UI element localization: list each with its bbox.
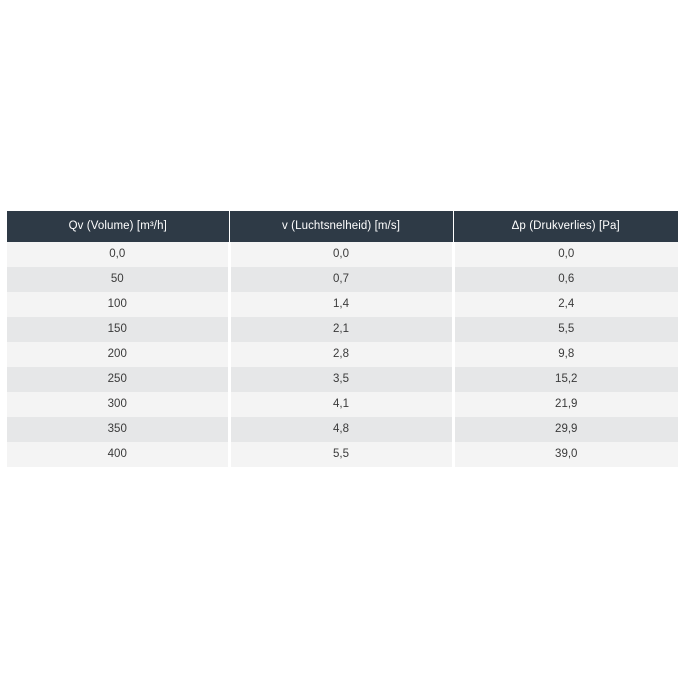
table-row — [7, 267, 678, 292]
table-header — [7, 211, 678, 242]
table-row — [7, 292, 678, 317]
cell-pressure-loss: 39,0 — [453, 442, 678, 467]
table-row — [7, 442, 678, 467]
cell-volume: 150 — [7, 317, 229, 342]
cell-air-velocity: 4,1 — [229, 392, 453, 417]
cell-volume: 400 — [7, 442, 229, 467]
cell-pressure-loss: 15,2 — [453, 367, 678, 392]
cell-volume: 0,0 — [7, 242, 229, 267]
column-header-pressure-loss: Δp (Drukverlies) [Pa] — [453, 211, 678, 242]
cell-pressure-loss: 21,9 — [453, 392, 678, 417]
cell-pressure-loss: 2,4 — [453, 292, 678, 317]
cell-pressure-loss: 9,8 — [453, 342, 678, 367]
cell-air-velocity: 2,1 — [229, 317, 453, 342]
cell-volume: 100 — [7, 292, 229, 317]
cell-air-velocity: 0,0 — [229, 242, 453, 267]
cell-pressure-loss: 29,9 — [453, 417, 678, 442]
column-header-air-velocity: v (Luchtsnelheid) [m/s] — [229, 211, 453, 242]
specification-table — [7, 211, 678, 467]
cell-air-velocity: 1,4 — [229, 292, 453, 317]
table-row — [7, 392, 678, 417]
table-row — [7, 342, 678, 367]
cell-air-velocity: 3,5 — [229, 367, 453, 392]
cell-volume: 300 — [7, 392, 229, 417]
table-header-row — [7, 211, 678, 242]
cell-air-velocity: 4,8 — [229, 417, 453, 442]
cell-air-velocity: 5,5 — [229, 442, 453, 467]
specification-table-container — [7, 211, 678, 467]
table-row — [7, 417, 678, 442]
table-row — [7, 317, 678, 342]
cell-volume: 50 — [7, 267, 229, 292]
table-body — [7, 242, 678, 467]
cell-air-velocity: 0,7 — [229, 267, 453, 292]
cell-pressure-loss: 0,6 — [453, 267, 678, 292]
cell-air-velocity: 2,8 — [229, 342, 453, 367]
cell-pressure-loss: 5,5 — [453, 317, 678, 342]
column-header-volume: Qv (Volume) [m³/h] — [7, 211, 229, 242]
cell-volume: 250 — [7, 367, 229, 392]
table-row — [7, 367, 678, 392]
cell-volume: 200 — [7, 342, 229, 367]
cell-volume: 350 — [7, 417, 229, 442]
cell-pressure-loss: 0,0 — [453, 242, 678, 267]
table-row — [7, 242, 678, 267]
